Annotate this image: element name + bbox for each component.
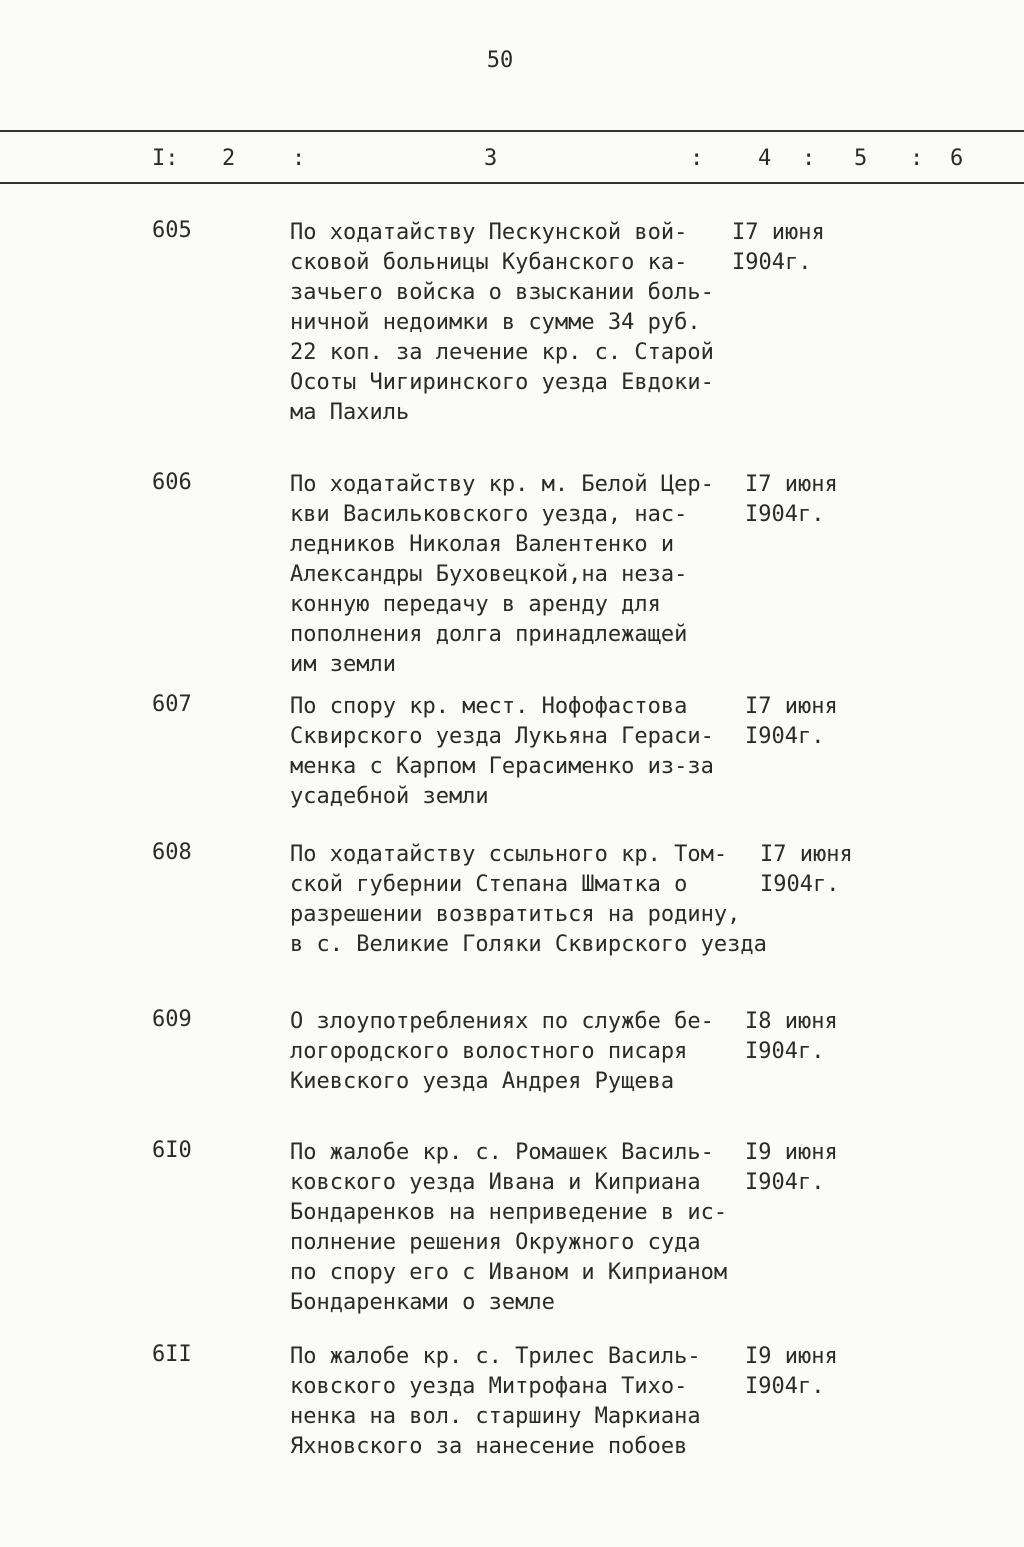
header-bottom-rule	[0, 182, 1024, 184]
entry-number: 608	[152, 840, 192, 865]
description-line: логородского волостного писаря	[290, 1039, 688, 1064]
description-line: в с. Великие Голяки Сквирского уезда	[290, 932, 767, 957]
entry-date	[745, 1007, 838, 1067]
date-day-month: I9 июня	[745, 1140, 838, 1165]
description-line: О злоупотреблениях по службе бе-	[290, 1009, 714, 1034]
description-line: пополнения долга принадлежащей	[290, 622, 688, 647]
date-day-month: I7 июня	[732, 220, 825, 245]
date-year: I904г.	[745, 1374, 825, 1399]
column-1-header: I:	[152, 146, 179, 171]
column-2-header: 2	[222, 146, 236, 171]
description-line: По ходатайству кр. м. Белой Цер-	[290, 472, 714, 497]
entry-date	[745, 692, 838, 752]
description-line: усадебной земли	[290, 784, 489, 809]
column-separator: :	[910, 146, 924, 171]
column-6-header: 6	[950, 146, 964, 171]
description-line: Бондаренками о земле	[290, 1290, 555, 1315]
description-line: По жалобе кр. с. Ромашек Василь-	[290, 1140, 714, 1165]
description-line: конную передачу в аренду для	[290, 592, 661, 617]
entry-date	[745, 470, 838, 530]
description-line: По спору кр. мест. Нофофастова	[290, 694, 688, 719]
description-line: ненка на вол. старшину Маркиана	[290, 1404, 701, 1429]
date-year: I904г.	[745, 1039, 825, 1064]
description-line: Осоты Чигиринского уезда Евдоки-	[290, 370, 714, 395]
entry-number: 6II	[152, 1342, 192, 1367]
entry-number: 609	[152, 1007, 192, 1032]
description-line: По жалобе кр. с. Трилес Василь-	[290, 1344, 701, 1369]
description-line: По ходатайству Пескунской вой-	[290, 220, 688, 245]
column-4-header: 4	[758, 146, 772, 171]
description-line: ледников Николая Валентенко и	[290, 532, 675, 557]
entry-description	[290, 840, 767, 960]
description-line: Сквирского уезда Лукьяна Гераси-	[290, 724, 714, 749]
date-year: I904г.	[760, 872, 840, 897]
entry-date	[760, 840, 853, 900]
page-number: 50	[486, 48, 514, 73]
description-line: Яхновского за нанесение побоев	[290, 1434, 688, 1459]
entry-date	[745, 1342, 838, 1402]
entry-description	[290, 1007, 760, 1097]
description-line: 22 коп. за лечение кр. с. Старой	[290, 340, 714, 365]
description-line: полнение решения Окружного суда	[290, 1230, 701, 1255]
entry-date	[745, 1138, 838, 1198]
description-line: сковой больницы Кубанского ка-	[290, 250, 688, 275]
entry-number: 6I0	[152, 1138, 192, 1163]
date-year: I904г.	[732, 250, 812, 275]
entry-description	[290, 1138, 760, 1318]
entry-description	[290, 1342, 760, 1462]
date-day-month: I8 июня	[745, 1009, 838, 1034]
column-separator: :	[292, 146, 306, 171]
column-3-header: 3	[484, 146, 498, 171]
date-year: I904г.	[745, 1170, 825, 1195]
entry-description	[290, 470, 760, 680]
entry-description	[290, 692, 760, 812]
date-year: I904г.	[745, 724, 825, 749]
column-separator: :	[802, 146, 816, 171]
column-5-header: 5	[854, 146, 868, 171]
description-line: ма Пахиль	[290, 400, 410, 425]
date-year: I904г.	[745, 502, 825, 527]
description-line: По ходатайству ссыльного кр. Том-	[290, 842, 728, 867]
entry-number: 606	[152, 470, 192, 495]
entry-number: 607	[152, 692, 192, 717]
description-line: ской губернии Степана Шматка о	[290, 872, 688, 897]
description-line: ковского уезда Ивана и Киприана	[290, 1170, 701, 1195]
header-top-rule	[0, 130, 1024, 132]
description-line: разрешении возвратиться на родину,	[290, 902, 741, 927]
description-line: ничной недоимки в сумме 34 руб.	[290, 310, 701, 335]
description-line: кви Васильковского уезда, нас-	[290, 502, 688, 527]
date-day-month: I7 июня	[760, 842, 853, 867]
entry-number: 605	[152, 218, 192, 243]
date-day-month: I7 июня	[745, 472, 838, 497]
entry-description	[290, 218, 760, 428]
description-line: Киевского уезда Андрея Рущева	[290, 1069, 675, 1094]
description-line: Александры Буховецкой,на неза-	[290, 562, 688, 587]
description-line: Бондаренков на неприведение в ис-	[290, 1200, 728, 1225]
description-line: менка с Карпом Герасименко из-за	[290, 754, 714, 779]
column-separator: :	[690, 146, 704, 171]
date-day-month: I9 июня	[745, 1344, 838, 1369]
description-line: зачьего войска о взыскании боль-	[290, 280, 714, 305]
description-line: ковского уезда Митрофана Тихо-	[290, 1374, 688, 1399]
description-line: им земли	[290, 652, 396, 677]
date-day-month: I7 июня	[745, 694, 838, 719]
description-line: по спору его с Иваном и Киприаном	[290, 1260, 728, 1285]
entry-date	[732, 218, 825, 278]
